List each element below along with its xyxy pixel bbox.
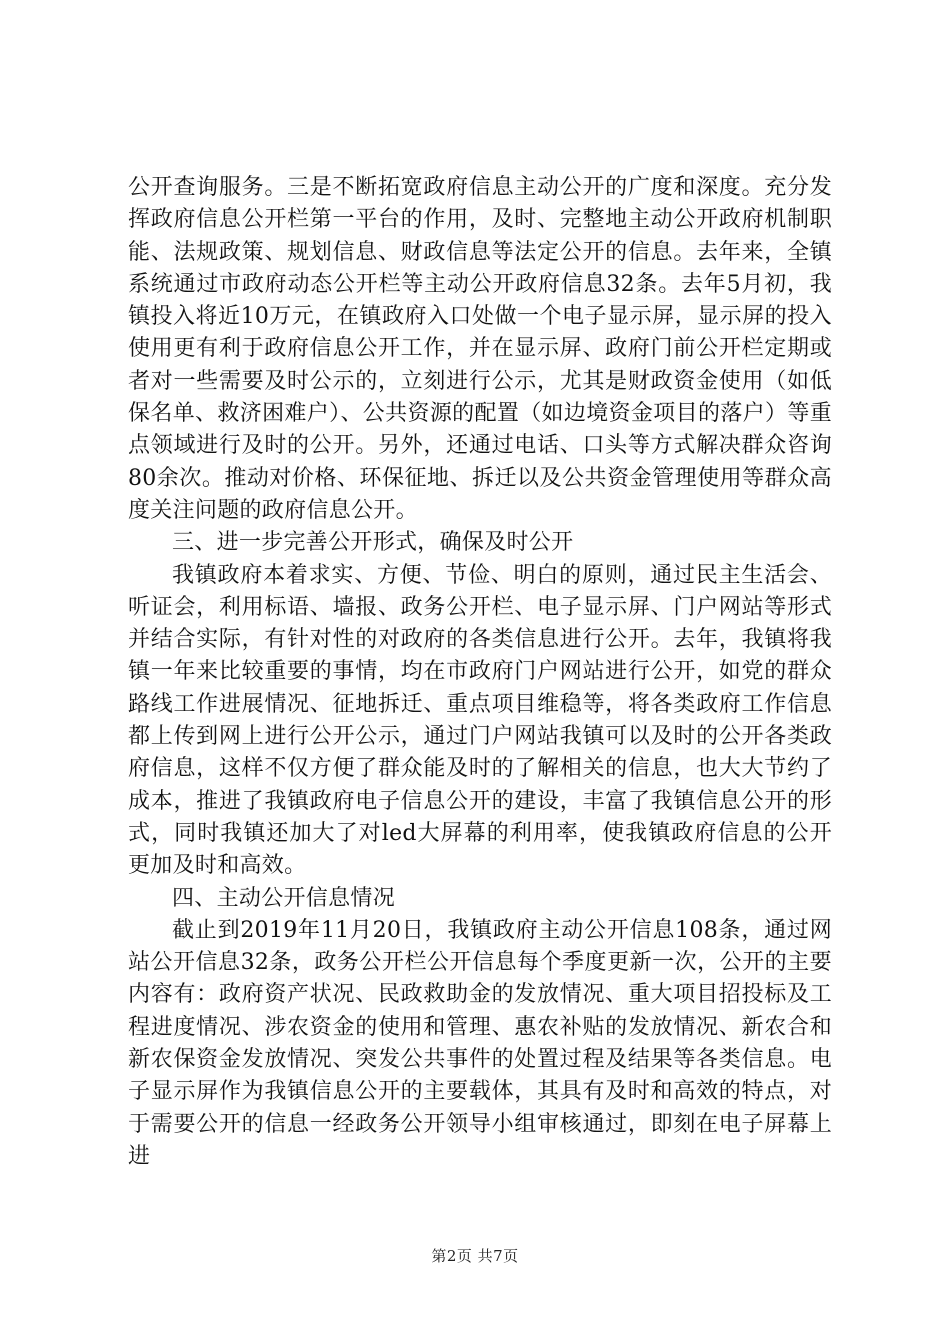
- paragraph-section-3: 我镇政府本着求实、方便、节俭、明白的原则，通过民主生活会、听证会，利用标语、墙报、政务公开栏、电子显示屏、门户网站等形式并结合实际，有针对性的对政府的各类信息进行公开。去年，我镇将我镇一年来比较重要的事情，均在市政府门户网站进行公开，如党的群众路线工作进展情况、征地拆迁、重点项目维稳等，将各类政府工作信息都上传到网上进行公开公示，通过门户网站我镇可以及时的公开各类政府信息，这样不仅方便了群众能及时的了解相关的信息，也大大节约了成本，推进了我镇政府电子信息公开的建设，丰富了我镇信息公开的形式，同时我镇还加大了对led大屏幕的利用率，使我镇政府信息的公开更加及时和高效。: [128, 562, 832, 879]
- page-footer: 第2页 共7页: [431, 1247, 519, 1265]
- section-heading-3: 三、进一步完善公开形式，确保及时公开: [172, 530, 574, 556]
- paragraph-section-4: 截止到2019年11月20日，我镇政府主动公开信息108条，通过网站公开信息32条，政务公开栏公开信息每个季度更新一次，公开的主要内容有：政府资产状况、民政救助金的发放情况、重大项目招投标及工程进度情况、涉农资金的使用和管理、惠农补贴的发放情况、新农合和新农保资金发放情况、突发公共事件的处置过程及结果等各类信息。电子显示屏作为我镇信息公开的主要载体，其具有及时和高效的特点，对于需要公开的信息一经政务公开领导小组审核通过，即刻在电子屏幕上进: [128, 917, 832, 1169]
- document-body: [128, 172, 832, 1173]
- paragraph-continuation: 公开查询服务。三是不断拓宽政府信息主动公开的广度和深度。充分发挥政府信息公开栏第一平台的作用，及时、完整地主动公开政府机制职能、法规政策、规划信息、财政信息等法定公开的信息。去年来，全镇系统通过市政府动态公开栏等主动公开政府信息32条。去年5月初，我镇投入将近10万元，在镇政府入口处做一个电子显示屏，显示屏的投入使用更有利于政府信息公开工作，并在显示屏、政府门前公开栏定期或者对一些需要及时公示的，立刻进行公示，尤其是财政资金使用（如低保名单、救济困难户）、公共资源的配置（如边境资金项目的落户）等重点领域进行及时的公开。另外，还通过电话、口头等方式解决群众咨询80余次。推动对价格、环保征地、拆迁以及公共资金管理使用等群众高度关注问题的政府信息公开。: [128, 175, 832, 523]
- section-heading-4: 四、主动公开信息情况: [172, 885, 396, 911]
